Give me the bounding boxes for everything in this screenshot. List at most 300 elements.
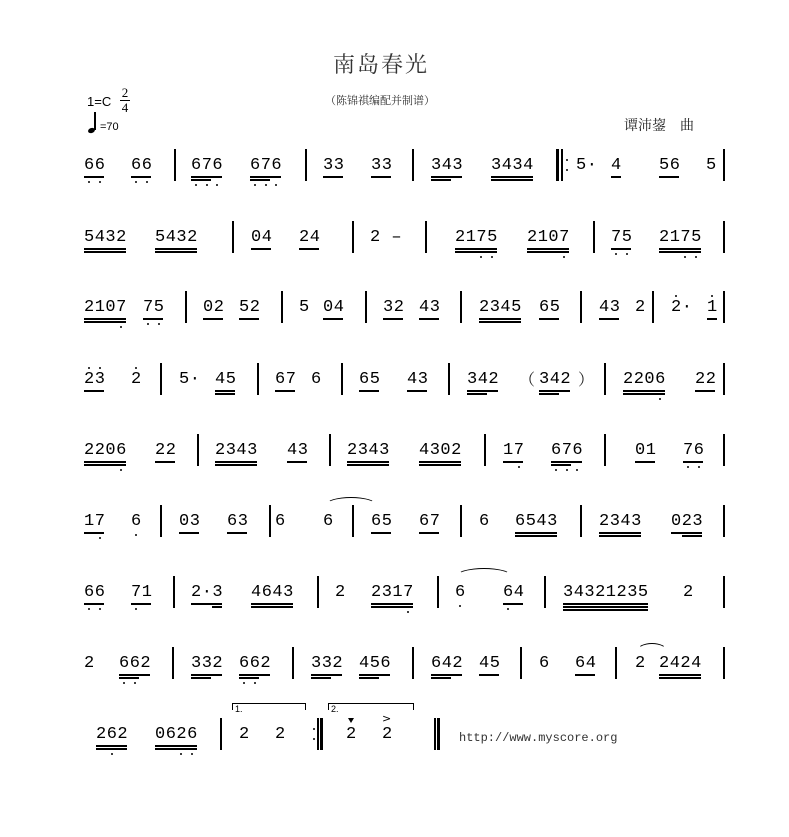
low-octave-dot xyxy=(191,753,193,755)
underline xyxy=(611,176,621,178)
underline xyxy=(455,248,497,250)
score-row xyxy=(0,440,789,470)
low-octave-dot xyxy=(123,682,125,684)
low-octave-dot xyxy=(180,753,182,755)
note-digits: 75 xyxy=(611,228,633,247)
note-digits: 22 xyxy=(695,370,717,389)
barline xyxy=(269,505,271,537)
barline xyxy=(197,434,199,466)
underline xyxy=(371,603,413,605)
underline xyxy=(683,461,703,463)
note-digits: 662 xyxy=(119,654,152,673)
barline xyxy=(172,647,174,679)
underline xyxy=(191,179,211,181)
note-digits: 6 xyxy=(479,512,490,531)
low-octave-dot xyxy=(265,184,267,186)
low-octave-dot xyxy=(480,256,482,258)
underline xyxy=(287,461,307,463)
barline xyxy=(412,149,414,181)
slur-tie xyxy=(326,497,376,512)
barline xyxy=(220,718,222,750)
low-octave-dot xyxy=(626,253,628,255)
note-digits: 2· xyxy=(671,298,693,317)
note-digits: 0626 xyxy=(155,725,198,744)
underline xyxy=(491,176,533,178)
volta-bracket-2 xyxy=(328,703,414,714)
barline xyxy=(604,434,606,466)
note-digits: 4 xyxy=(611,156,622,175)
repeat-end-thin xyxy=(317,718,319,750)
low-octave-dot xyxy=(254,682,256,684)
underline xyxy=(539,390,570,392)
low-octave-dot xyxy=(566,469,568,471)
note-digits: 2343 xyxy=(599,512,642,531)
note-digits: 2343 xyxy=(347,441,390,460)
underline xyxy=(191,603,222,605)
barline xyxy=(425,221,427,253)
low-octave-dot xyxy=(88,608,90,610)
high-octave-dot xyxy=(135,367,137,369)
underline xyxy=(84,390,104,392)
low-octave-dot xyxy=(254,184,256,186)
note-digits: 45 xyxy=(479,654,501,673)
underline xyxy=(215,390,235,392)
note-digits: 43 xyxy=(419,298,441,317)
quarter-note-icon xyxy=(88,112,100,134)
barline xyxy=(520,647,522,679)
underline xyxy=(299,248,319,250)
note-digits: 64 xyxy=(575,654,597,673)
low-octave-dot xyxy=(99,608,101,610)
note-digits: 52 xyxy=(239,298,261,317)
barline xyxy=(160,505,162,537)
barline xyxy=(257,363,259,395)
note-digits: 2 xyxy=(635,654,646,673)
note-digits: 676 xyxy=(551,441,584,460)
barline xyxy=(723,363,725,395)
barline xyxy=(352,221,354,253)
underline xyxy=(467,393,487,395)
note-digits: 2175 xyxy=(659,228,702,247)
note-digits: 34321235 xyxy=(563,583,649,602)
low-octave-dot xyxy=(576,469,578,471)
note-digits: 65 xyxy=(359,370,381,389)
low-octave-dot xyxy=(120,469,122,471)
underline xyxy=(215,461,257,463)
barline xyxy=(448,363,450,395)
underline xyxy=(575,674,595,676)
high-octave-dot xyxy=(711,295,713,297)
note-digits: 6 xyxy=(539,654,550,673)
underline xyxy=(119,677,139,679)
note-digits: 65 xyxy=(371,512,393,531)
underline xyxy=(84,532,104,534)
underline xyxy=(84,461,126,463)
barline xyxy=(544,576,546,608)
low-octave-dot xyxy=(158,323,160,325)
high-octave-dot xyxy=(88,367,90,369)
underline xyxy=(671,532,702,534)
note-digits: 6 xyxy=(131,512,142,531)
barline xyxy=(484,434,486,466)
underline xyxy=(191,677,211,679)
underline xyxy=(251,606,293,608)
barline xyxy=(580,291,582,323)
note-digits: 5432 xyxy=(84,228,127,247)
note-digits: 2107 xyxy=(527,228,570,247)
underline xyxy=(215,464,257,466)
low-octave-dot xyxy=(684,256,686,258)
note-digits: 5 xyxy=(299,298,310,317)
note-digits: 32 xyxy=(383,298,405,317)
underline xyxy=(419,532,439,534)
low-octave-dot xyxy=(88,181,90,183)
score-row xyxy=(0,369,789,399)
note-digits: 5· xyxy=(576,156,598,175)
note-digits: 5· xyxy=(179,370,201,389)
low-octave-dot xyxy=(407,611,409,613)
note-digits: 262 xyxy=(96,725,129,744)
note-digits: 6543 xyxy=(515,512,558,531)
note-digits: 66 xyxy=(84,583,106,602)
note-digits: 67 xyxy=(419,512,441,531)
note-digits: 2107 xyxy=(84,298,127,317)
note-digits: 24 xyxy=(299,228,321,247)
low-octave-dot xyxy=(135,181,137,183)
note-digits: 2 xyxy=(346,725,357,744)
underline xyxy=(431,176,462,178)
underline xyxy=(611,248,631,250)
accent-icon: > xyxy=(382,712,392,725)
underline xyxy=(203,318,223,320)
underline xyxy=(659,674,701,676)
low-octave-dot xyxy=(206,184,208,186)
low-octave-dot xyxy=(687,466,689,468)
underline xyxy=(599,535,641,537)
note-digits: 76 xyxy=(683,441,705,460)
underline xyxy=(623,393,665,395)
underline xyxy=(479,321,521,323)
underline xyxy=(551,461,582,463)
low-octave-dot xyxy=(698,466,700,468)
note-digits: 4302 xyxy=(419,441,462,460)
note-digits: 5 xyxy=(706,156,717,175)
underline xyxy=(659,248,701,250)
low-octave-dot xyxy=(120,326,122,328)
note-digits: 332 xyxy=(311,654,344,673)
underline xyxy=(419,464,461,466)
underline xyxy=(96,745,127,747)
underline xyxy=(323,318,343,320)
note-digits: 43 xyxy=(599,298,621,317)
underline xyxy=(84,251,126,253)
low-octave-dot xyxy=(659,398,661,400)
underline xyxy=(527,251,569,253)
note-digits: 5432 xyxy=(155,228,198,247)
low-octave-dot xyxy=(135,608,137,610)
underline xyxy=(359,390,379,392)
underline xyxy=(311,674,342,676)
barline xyxy=(593,221,595,253)
note-digits: 2206 xyxy=(84,441,127,460)
note-digits: 43 xyxy=(407,370,429,389)
barline xyxy=(365,291,367,323)
final-bar-thick xyxy=(437,718,440,750)
note-digits: 22 xyxy=(155,441,177,460)
note-digits: 2 xyxy=(84,654,95,673)
underline xyxy=(143,318,163,320)
note-digits: 2 xyxy=(131,370,142,389)
note-digits: 2 xyxy=(635,298,646,317)
note-digits: 2 xyxy=(239,725,250,744)
barline xyxy=(329,434,331,466)
website-url[interactable]: http://www.myscore.org xyxy=(459,731,618,745)
underline xyxy=(131,176,151,178)
note-digits: 67 xyxy=(275,370,297,389)
barline xyxy=(604,363,606,395)
underline xyxy=(275,390,295,392)
note-digits: 2206 xyxy=(623,370,666,389)
low-octave-dot xyxy=(459,605,461,607)
low-octave-dot xyxy=(518,466,520,468)
barline xyxy=(723,434,725,466)
underline xyxy=(371,606,413,608)
barline xyxy=(437,576,439,608)
slur-tie xyxy=(637,643,667,658)
note-digits: 66 xyxy=(131,156,153,175)
volta-label: 2. xyxy=(331,704,339,714)
low-octave-dot xyxy=(147,323,149,325)
note-digits: 04 xyxy=(323,298,345,317)
barline xyxy=(305,149,307,181)
barline xyxy=(723,291,725,323)
note-digits: 43 xyxy=(287,441,309,460)
note-digits: 2343 xyxy=(215,441,258,460)
underline xyxy=(84,176,104,178)
repeat-end-thick xyxy=(320,718,323,750)
underline xyxy=(539,393,559,395)
score-row xyxy=(0,297,789,327)
low-octave-dot xyxy=(99,537,101,539)
underline xyxy=(563,609,648,611)
note-digits: 676 xyxy=(250,156,283,175)
note-digits: 456 xyxy=(359,654,392,673)
note-digits: 4643 xyxy=(251,583,294,602)
barline xyxy=(173,576,175,608)
barline xyxy=(160,363,162,395)
underline xyxy=(707,318,717,320)
underline xyxy=(431,674,462,676)
low-octave-dot xyxy=(491,256,493,258)
final-bar-thin xyxy=(434,718,436,750)
underline xyxy=(84,318,126,320)
barline xyxy=(460,291,462,323)
low-octave-dot xyxy=(216,184,218,186)
note-digits: 2317 xyxy=(371,583,414,602)
underline xyxy=(431,179,451,181)
note-digits: 01 xyxy=(635,441,657,460)
note-digits: 1 xyxy=(707,298,718,317)
barline xyxy=(412,647,414,679)
barline xyxy=(723,149,725,181)
barline xyxy=(185,291,187,323)
barline xyxy=(723,576,725,608)
underline xyxy=(215,393,235,395)
score-title: 南岛春光 xyxy=(333,53,430,78)
low-octave-dot xyxy=(195,184,197,186)
underline xyxy=(419,461,461,463)
underline xyxy=(359,674,390,676)
underline xyxy=(311,677,331,679)
note-digits: 2 – xyxy=(370,228,403,247)
underline xyxy=(359,677,379,679)
score-row xyxy=(0,582,789,612)
low-octave-dot xyxy=(111,753,113,755)
score-row xyxy=(0,155,789,185)
score-row xyxy=(0,704,789,754)
note-digits: 6 xyxy=(275,512,286,531)
barline xyxy=(615,647,617,679)
note-digits: 342 xyxy=(467,370,500,389)
low-octave-dot xyxy=(146,181,148,183)
time-signature-bottom: 4 xyxy=(121,100,129,115)
note-digits: 02 xyxy=(203,298,225,317)
underline xyxy=(84,603,104,605)
repeat-dot xyxy=(566,169,568,171)
note-digits: 64 xyxy=(503,583,525,602)
repeat-start-thin xyxy=(561,149,563,181)
underline xyxy=(455,251,497,253)
underline xyxy=(419,318,439,320)
note-digits: 023 xyxy=(671,512,704,531)
parenthesis: （ xyxy=(519,370,536,389)
barline xyxy=(580,505,582,537)
score-row xyxy=(0,653,789,683)
barline xyxy=(341,363,343,395)
underline xyxy=(251,603,293,605)
low-octave-dot xyxy=(615,253,617,255)
underline xyxy=(155,461,175,463)
note-digits: 23 xyxy=(84,370,106,389)
underline xyxy=(407,390,427,392)
note-digits: 03 xyxy=(179,512,201,531)
repeat-dot xyxy=(313,738,315,740)
note-digits: 65 xyxy=(539,298,561,317)
note-digits: 2 xyxy=(275,725,286,744)
barline xyxy=(723,505,725,537)
note-digits: 33 xyxy=(371,156,393,175)
underline xyxy=(239,318,259,320)
note-digits: 3434 xyxy=(491,156,534,175)
barline xyxy=(317,576,319,608)
staccato-wedge-icon xyxy=(348,718,354,723)
note-digits: 2·3 xyxy=(191,583,224,602)
note-digits: 662 xyxy=(239,654,272,673)
underline xyxy=(155,248,197,250)
underline xyxy=(323,176,343,178)
low-octave-dot xyxy=(275,184,277,186)
note-digits: 6 xyxy=(323,512,334,531)
underline xyxy=(84,321,126,323)
low-octave-dot xyxy=(99,181,101,183)
note-digits: 33 xyxy=(323,156,345,175)
underline xyxy=(682,535,702,537)
underline xyxy=(96,748,127,750)
underline xyxy=(212,606,222,608)
underline xyxy=(539,318,559,320)
underline xyxy=(250,179,270,181)
note-digits: 2175 xyxy=(455,228,498,247)
underline xyxy=(527,248,569,250)
barline xyxy=(281,291,283,323)
underline xyxy=(479,674,499,676)
time-signature-top: 2 xyxy=(121,85,129,100)
note-digits: 17 xyxy=(503,441,525,460)
underline xyxy=(659,677,701,679)
underline xyxy=(155,251,197,253)
note-digits: 2345 xyxy=(479,298,522,317)
low-octave-dot xyxy=(695,256,697,258)
underline xyxy=(84,248,126,250)
underline xyxy=(431,677,451,679)
underline xyxy=(191,674,222,676)
composer: 谭沛鋆 曲 xyxy=(624,118,694,134)
underline xyxy=(635,461,655,463)
note-digits: 04 xyxy=(251,228,273,247)
note-digits: 676 xyxy=(191,156,224,175)
underline xyxy=(467,390,498,392)
underline xyxy=(239,674,270,676)
barline xyxy=(723,647,725,679)
underline xyxy=(155,745,197,747)
high-octave-dot xyxy=(675,295,677,297)
underline xyxy=(563,603,648,605)
parenthesis: ） xyxy=(578,370,595,389)
underline xyxy=(623,390,665,392)
note-digits: 2 xyxy=(382,725,393,744)
underline xyxy=(503,461,523,463)
low-octave-dot xyxy=(507,608,509,610)
volta-label: 1. xyxy=(235,704,243,714)
note-digits: 642 xyxy=(431,654,464,673)
note-digits: 56 xyxy=(659,156,681,175)
repeat-dot xyxy=(313,728,315,730)
underline xyxy=(659,251,701,253)
underline xyxy=(131,603,151,605)
underline xyxy=(250,176,281,178)
barline xyxy=(232,221,234,253)
barline xyxy=(652,291,654,323)
underline xyxy=(347,464,389,466)
barline xyxy=(460,505,462,537)
note-digits: 343 xyxy=(431,156,464,175)
barline xyxy=(723,221,725,253)
underline xyxy=(599,532,641,534)
note-digits: 2 xyxy=(683,583,694,602)
low-octave-dot xyxy=(555,469,557,471)
underline xyxy=(155,748,197,750)
underline xyxy=(515,532,557,534)
slur-tie xyxy=(457,568,511,583)
underline xyxy=(179,532,199,534)
note-digits: 2424 xyxy=(659,654,702,673)
note-digits: 342 xyxy=(539,370,572,389)
note-digits: 71 xyxy=(131,583,153,602)
note-digits: 2 xyxy=(335,583,346,602)
underline xyxy=(347,461,389,463)
note-digits: 6 xyxy=(311,370,322,389)
note-digits: 17 xyxy=(84,512,106,531)
